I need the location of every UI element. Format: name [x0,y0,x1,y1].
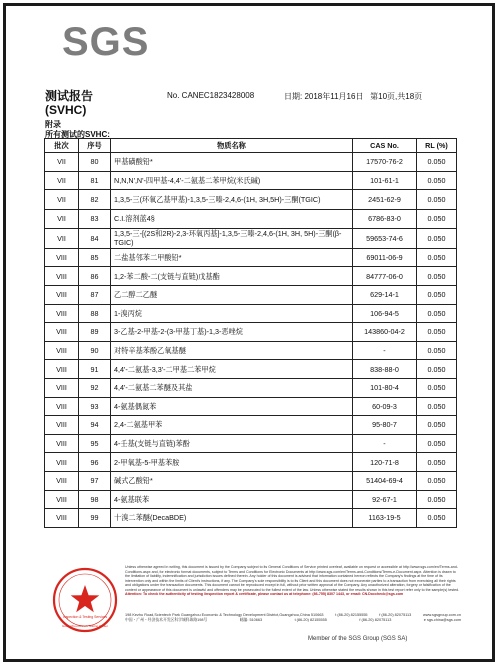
cell-no: 92 [79,378,111,397]
cell-no: 99 [79,509,111,528]
cell-rl: 0.050 [417,434,457,453]
cell-substance: 乙二醇二乙醚 [111,285,353,304]
member-line: Member of the SGS Group (SGS SA) [308,636,408,642]
address-cn-fax: f (86-20) 82075113 [359,618,392,622]
cell-rl: 0.050 [417,153,457,172]
cell-cas: 17570-76-2 [353,153,417,172]
cell-cas: - [353,434,417,453]
table-row [45,171,457,190]
cell-substance: 4,4'-二氨基-3,3'-二甲基二苯甲烷 [111,360,353,379]
cell-rl: 0.050 [417,171,457,190]
table-row [45,210,457,229]
cell-cas: 95-80-7 [353,416,417,435]
table-header-row [45,139,457,153]
cell-rl: 0.050 [417,267,457,286]
cell-no: 98 [79,490,111,509]
cell-substance: 十溴二苯醚(DecaBDE) [111,509,353,528]
cell-substance: 4,4'-二氨基二苯醚及其盐 [111,378,353,397]
cell-no: 82 [79,190,111,210]
cell-substance: 4-壬基(支链与直链)苯酚 [111,434,353,453]
table-row [45,434,457,453]
cell-no: 93 [79,397,111,416]
seal-bottom-text: Guangzhou Branch Testing Center [62,624,108,628]
cell-rl: 0.050 [417,190,457,210]
cell-substance: 2-甲氧基-5-甲基苯胺 [111,453,353,472]
date-line [284,91,422,102]
col-header-no: 序号 [79,139,111,153]
col-header-substance: 物质名称 [111,139,353,153]
cell-rl: 0.050 [417,453,457,472]
table-row [45,323,457,342]
table-row [45,190,457,210]
cell-cas: 6786-83-0 [353,210,417,229]
cell-batch: VIII [45,490,79,509]
cell-substance: 1,3,5-三-[(2S和2R)-2,3-环氧丙基]-1,3,5-三嗪-2,4,6-(1H, 3H, 5H)-三酮(β-TGIC) [111,228,353,248]
cell-no: 80 [79,153,111,172]
table-row [45,304,457,323]
attention-text: Attention: To check the authenticity of testing /inspection report & certificate, please contact us at telephone: (86-755) 8307 1443, or email: CN.Doccheck@sgs.com [125,592,404,596]
cell-rl: 0.050 [417,304,457,323]
cell-substance: 碱式乙酸铅* [111,471,353,490]
cell-rl: 0.050 [417,490,457,509]
cell-rl: 0.050 [417,378,457,397]
svhc-table [44,138,457,528]
table-row [45,341,457,360]
table-row [45,267,457,286]
cell-substance: 甲基磺酸铅* [111,153,353,172]
cell-rl: 0.050 [417,509,457,528]
col-header-rl: RL (%) [417,139,457,153]
seal-en-text: Inspection & Testing Services [62,615,108,619]
cell-batch: VII [45,153,79,172]
cell-substance: 4-氨基偶氮苯 [111,397,353,416]
address-en: 198 Kezhu Road,Scientech Park Guangzhou Economic & Technology Development District,Guangzhou,China 510663 [125,613,324,617]
appendix-subtitle: 所有测试的SVHC: [45,130,110,139]
cell-no: 87 [79,285,111,304]
report-title: 测试报告 [45,89,94,103]
cell-no: 88 [79,304,111,323]
table-row [45,228,457,248]
cell-rl: 0.050 [417,323,457,342]
address-en-fax: f (86-20) 82075113 [379,613,412,617]
cell-batch: VIII [45,360,79,379]
cell-rl: 0.050 [417,248,457,267]
cell-substance: 3-乙基-2-甲基-2-(3-甲基丁基)-1,3-恶唑烷 [111,323,353,342]
cell-cas: 106-94-5 [353,304,417,323]
address-en-web: www.sgsgroup.com.cn [422,613,461,617]
address-cn: 中国・广州・经济技术开发区科学城科珠路198号 [125,618,208,622]
cell-rl: 0.050 [417,285,457,304]
cell-substance: 4-氨基联苯 [111,490,353,509]
cell-rl: 0.050 [417,416,457,435]
cell-batch: VIII [45,248,79,267]
cell-cas: 838-88-0 [353,360,417,379]
cell-substance: 1-溴丙烷 [111,304,353,323]
cell-substance: 1,2-苯二酸-二(支链与直链)戊基酯 [111,267,353,286]
disclaimer [125,565,461,597]
cell-batch: VIII [45,397,79,416]
table-row [45,490,457,509]
cell-rl: 0.050 [417,397,457,416]
col-header-cas: CAS No. [353,139,417,153]
cell-rl: 0.050 [417,228,457,248]
cell-no: 94 [79,416,111,435]
cell-cas: 84777-06-0 [353,267,417,286]
cell-batch: VIII [45,416,79,435]
cell-cas: 60-09-3 [353,397,417,416]
table-row [45,453,457,472]
cell-no: 96 [79,453,111,472]
company-seal [50,565,120,635]
table-row [45,360,457,379]
cell-cas: 92-67-1 [353,490,417,509]
disclaimer-text: Unless otherwise agreed in writing, this document is issued by the Company subject to its General Conditions of Service printed overleaf, available on request or accessible at http://www.sgs.com/en/Terms-and-Conditions.aspx and, for electronic format documents, subject to Terms and Conditions for Electronic Documents at http://www.sgs.com/en/Terms-and-Conditions/Terms-e-Document.aspx. Attention is drawn to the limitation of liability, indemnification and jurisdiction issues defined therein. Any holder of this document is advised that information contained hereon reflects the Company's findings at the time of its intervention only and within the limits of Client's instructions, if any. The Company's sole responsibility is to its Client and this document does not exonerate parties to a transaction from exercising all their rights and obligations under the transaction documents. This document cannot be reproduced except in full, without prior written approval of the Company. Any unauthorized alteration, forgery or falsification of the content or appearance of this document is unlawful and offenders may be prosecuted to the fullest extent of the law. Unless otherwise stated the results shown in this test report refer only to the sample(s) tested. [125,565,460,592]
cell-batch: VIII [45,509,79,528]
cell-cas: 629-14-1 [353,285,417,304]
cell-batch: VIII [45,434,79,453]
cell-no: 85 [79,248,111,267]
cell-no: 91 [79,360,111,379]
address-block [125,613,461,623]
cell-batch: VIII [45,341,79,360]
sgs-logo: SGS [62,20,150,64]
cell-batch: VIII [45,378,79,397]
address-cn-post: 邮编: 510663 [239,618,263,622]
cell-batch: VIII [45,471,79,490]
cell-substance: 对特辛基苯酚乙氧基醚 [111,341,353,360]
cell-batch: VII [45,210,79,229]
cell-cas: 2451-62-9 [353,190,417,210]
cell-batch: VIII [45,453,79,472]
cell-batch: VIII [45,323,79,342]
cell-batch: VII [45,171,79,190]
table-row [45,509,457,528]
cell-substance: C.I.溶剂蓝4§ [111,210,353,229]
address-cn-mail: e sgs.china@sgs.com [423,618,461,622]
cell-cas: 143860-04-2 [353,323,417,342]
cell-no: 81 [79,171,111,190]
cell-no: 86 [79,267,111,286]
page-number: 第10页,共18页 [370,92,423,101]
cell-cas: 69011-06-9 [353,248,417,267]
cell-rl: 0.050 [417,360,457,379]
cell-cas: 120-71-8 [353,453,417,472]
cell-batch: VIII [45,285,79,304]
table-row [45,378,457,397]
cell-substance: N,N,N',N'-四甲基-4,4'-二氨基二苯甲烷(米氏碱) [111,171,353,190]
cell-substance: 2,4-二氨基甲苯 [111,416,353,435]
table-body [45,153,457,528]
cell-no: 95 [79,434,111,453]
cell-no: 84 [79,228,111,248]
table-row [45,471,457,490]
cell-cas: - [353,341,417,360]
appendix-label: 附录 [45,120,61,129]
cell-cas: 51404-69-4 [353,471,417,490]
cell-no: 97 [79,471,111,490]
cell-batch: VIII [45,267,79,286]
report-subtitle: (SVHC) [45,103,87,117]
table-row [45,416,457,435]
cell-cas: 101-61-1 [353,171,417,190]
cell-cas: 1163-19-5 [353,509,417,528]
report-date: 日期: 2018年11月16日 [284,92,364,101]
table-row [45,153,457,172]
address-en-tel: t (86-20) 82155555 [335,613,368,617]
cell-cas: 101-80-4 [353,378,417,397]
address-cn-tel: t (86-20) 82155555 [294,618,327,622]
cell-substance: 1,3,5-三(环氧乙基甲基)-1,3,5-三嗪-2,4,6-(1H, 3H,5H)-三酮(TGIC) [111,190,353,210]
cell-cas: 59653-74-6 [353,228,417,248]
report-number: No. CANEC1823428008 [167,91,255,100]
cell-rl: 0.050 [417,471,457,490]
cell-no: 83 [79,210,111,229]
table-row [45,285,457,304]
cell-substance: 二盐基邻苯二甲酸铅* [111,248,353,267]
address-cn-row [125,618,461,623]
table-row [45,397,457,416]
cell-batch: VII [45,228,79,248]
cell-rl: 0.050 [417,341,457,360]
cell-batch: VII [45,190,79,210]
cell-no: 89 [79,323,111,342]
cell-no: 90 [79,341,111,360]
table-row [45,248,457,267]
cell-batch: VIII [45,304,79,323]
col-header-batch: 批次 [45,139,79,153]
cell-rl: 0.050 [417,210,457,229]
